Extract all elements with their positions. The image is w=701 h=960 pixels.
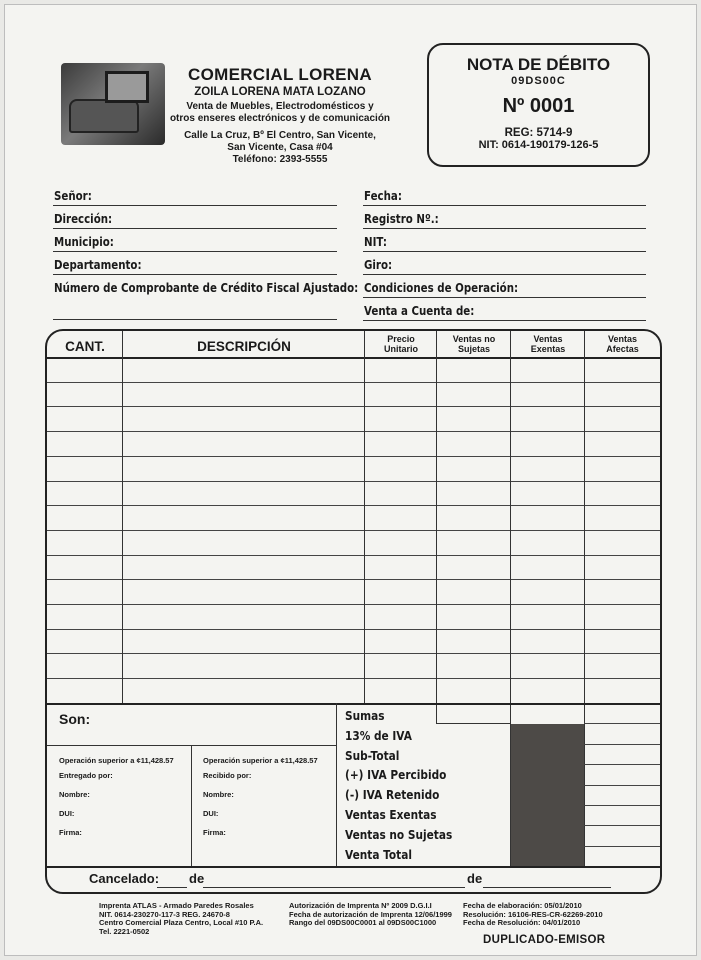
sumas-precio-line (436, 723, 510, 724)
company-name: COMERCIAL LORENA (188, 65, 372, 84)
business-line-1: Venta de Muebles, Electrodomésticos y (186, 101, 374, 112)
col-nosujetas-line2: Sujetas (457, 344, 490, 354)
printer-line: Tel. 2221-0502 (99, 926, 150, 936)
recibido-by: Recibido por: (203, 771, 252, 780)
printer-line: Imprenta ATLAS - Armado Paredes Rosales (99, 901, 254, 910)
printer-line: NIT. 0614-230270-117-3 REG. 24670-8 (99, 909, 230, 919)
comprobante-line (53, 319, 337, 320)
company-info (155, 65, 405, 166)
copy-label: DUPLICADO-EMISOR (483, 934, 606, 946)
col-cant-header: CANT. (65, 339, 105, 354)
item-row-line (47, 530, 662, 531)
field-label: Municipio: (54, 234, 114, 249)
authorization-line: Fecha de autorización de Imprenta 12/06/1999 (289, 909, 452, 919)
afectas-total-line (584, 785, 662, 786)
item-row-line (47, 481, 662, 482)
recibido-dui: DUI: (203, 809, 219, 818)
authorization-line: Autorización de Imprenta Nº 2009 D.G.I.I (289, 901, 432, 910)
document-number-box (427, 43, 650, 167)
field-condiciones[interactable] (363, 279, 646, 298)
phone: Teléfono: 2393-5555 (232, 154, 328, 165)
field-venta-cuenta[interactable] (363, 302, 646, 321)
business-line-2: otros enseres electrónicos y de comunicación (169, 113, 391, 124)
field-departamento[interactable] (53, 256, 337, 275)
field-label: Fecha: (364, 188, 402, 203)
entregado-name: Nombre: (59, 790, 90, 799)
address-line-1: Calle La Cruz, Bº El Centro, San Vicente, (184, 130, 376, 141)
cancelado-line-1 (157, 887, 187, 888)
cancelado-de-1: de (189, 871, 205, 886)
entregado-firma: Firma: (59, 828, 82, 837)
afectas-total-line (584, 764, 662, 765)
document-number: Nº 0001 (502, 95, 575, 117)
total-subtotal: Sub-Total (345, 748, 400, 763)
document-title: NOTA DE DÉBITO (466, 55, 611, 74)
afectas-total-line (584, 805, 662, 806)
totals-labels (345, 707, 468, 865)
divider-son (336, 703, 337, 866)
header-divider (47, 357, 662, 359)
entregado-op: Operación superior a ¢11,428.57 (59, 756, 174, 765)
field-registro[interactable] (363, 210, 646, 229)
field-direccion[interactable] (53, 210, 337, 229)
footer-printer (99, 902, 289, 936)
owner-name: ZOILA LORENA MATA LOZANO (194, 86, 366, 98)
col-nosujetas-header (437, 331, 511, 357)
total-iva: 13% de IVA (345, 728, 412, 743)
col-exentas-header (511, 331, 585, 357)
col-exentas-line1: Ventas (533, 334, 563, 344)
entregado-by: Entregado por: (59, 771, 113, 780)
total-iva-retenido: (-) IVA Retenido (345, 788, 440, 803)
item-row-line (47, 579, 662, 580)
col-exentas-line2: Exentas (530, 344, 566, 354)
date-line: Resolución: 16106-RES-CR-62269-2010 (463, 909, 603, 919)
item-row-line (47, 505, 662, 506)
field-label: Dirección: (54, 211, 113, 226)
col-precio-header (365, 331, 437, 357)
recibido-firma: Firma: (203, 828, 226, 837)
tv-illustration (105, 71, 149, 103)
col-nosujetas-line1: Ventas no (452, 334, 496, 344)
items-table (45, 329, 662, 894)
col-afectas-line2: Afectas (606, 344, 639, 354)
date-line: Fecha de elaboración: 05/01/2010 (463, 901, 582, 910)
field-label: Señor: (54, 188, 92, 203)
total-iva-percibido: (+) IVA Percibido (345, 768, 447, 783)
store-photo (61, 63, 165, 145)
field-giro[interactable] (363, 256, 646, 275)
recibido-name: Nombre: (203, 790, 234, 799)
item-row-line (47, 604, 662, 605)
footer-dates (463, 902, 643, 928)
recibido-block (203, 756, 333, 838)
footer-authorization (289, 902, 469, 928)
bottom-divider (47, 703, 662, 705)
field-label: Departamento: (54, 257, 142, 272)
debit-note-form (4, 4, 697, 956)
col-afectas-line1: Ventas (607, 334, 638, 344)
shaded-exentas-block (511, 724, 584, 867)
son-label: Son: (59, 711, 91, 727)
item-row-line (47, 653, 662, 654)
col-precio-line1: Precio (387, 334, 415, 344)
field-nit[interactable] (363, 233, 646, 252)
item-row-line (47, 431, 662, 432)
item-row-line (47, 382, 662, 383)
col-precio-line2: Unitario (383, 344, 418, 354)
cancelado-line-3 (483, 887, 611, 888)
field-fecha[interactable] (363, 187, 646, 206)
cancelado-line-2 (203, 887, 465, 888)
divider-signatures (191, 745, 192, 866)
entregado-block (59, 756, 189, 838)
recibido-op: Operación superior a ¢11,428.57 (203, 756, 318, 765)
authorization-line: Rango del 09DS00C0001 al 09DS00C1000 (289, 918, 437, 928)
registry-number: REG: 5714-9 (504, 127, 573, 139)
divider-desc (364, 331, 365, 703)
cancelado-de-2: de (467, 871, 483, 886)
field-label: Condiciones de Operación: (364, 280, 519, 295)
cancelado-label: Cancelado: (89, 871, 160, 886)
field-comprobante[interactable] (53, 279, 359, 298)
total-exentas: Ventas Exentas (345, 807, 437, 822)
date-line: Fecha de Resolución: 04/01/2010 (463, 918, 581, 928)
divider-cant (122, 331, 123, 703)
document-series: 09DS00C (511, 75, 566, 87)
entregado-dui: DUI: (59, 809, 75, 818)
item-row-line (47, 629, 662, 630)
field-label: Registro Nº.: (364, 211, 439, 226)
field-label: NIT: (364, 234, 387, 249)
divider-precio (436, 331, 437, 723)
afectas-total-line (584, 744, 662, 745)
item-row-line (47, 456, 662, 457)
total-nosujetas: Ventas no Sujetas (345, 827, 453, 842)
sofa-illustration (69, 99, 139, 133)
total-venta: Venta Total (345, 847, 412, 862)
field-label: Número de Comprobante de Crédito Fiscal Ajustado: (54, 280, 359, 295)
address-line-2: San Vicente, Casa #04 (227, 142, 333, 153)
item-row-line (47, 678, 662, 679)
afectas-total-line (584, 846, 662, 847)
printer-line: Centro Comercial Plaza Centro, Local #10 P.A. (99, 918, 264, 928)
afectas-total-line (584, 723, 662, 724)
total-sumas: Sumas (345, 709, 385, 723)
item-row-line (47, 555, 662, 556)
cancelado-divider (47, 866, 662, 868)
col-descripcion-header: DESCRIPCIÓN (197, 339, 291, 354)
col-afectas-header (585, 331, 660, 357)
afectas-total-line (584, 825, 662, 826)
item-row-line (47, 406, 662, 407)
field-label: Venta a Cuenta de: (364, 303, 475, 318)
field-municipio[interactable] (53, 233, 337, 252)
issuer-nit: NIT: 0614-190179-126-5 (478, 139, 599, 151)
field-senor[interactable] (53, 187, 337, 206)
field-label: Giro: (364, 257, 393, 272)
divider-exentas (584, 331, 585, 867)
